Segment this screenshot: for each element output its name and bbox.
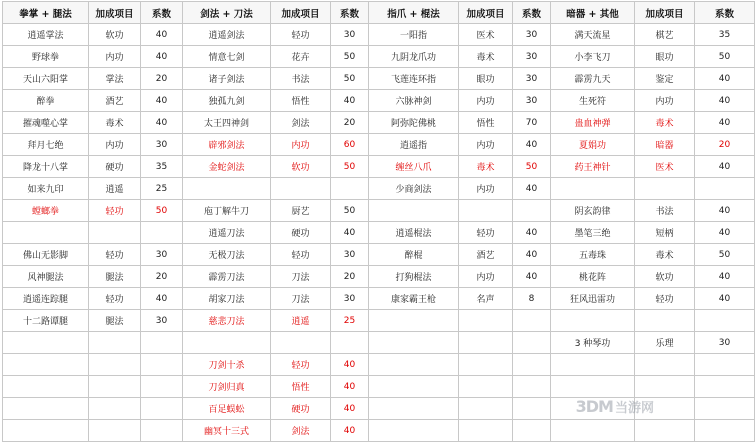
empty-cell (369, 200, 459, 222)
table-cell: 如来九印 (3, 178, 89, 200)
table-cell: 刀法 (271, 288, 331, 310)
table-row (3, 244, 755, 266)
table-cell: 飞莲连环指 (369, 68, 459, 90)
table-cell: 20 (331, 112, 369, 134)
table-cell: 独孤九剑 (183, 90, 271, 112)
header-row (3, 2, 755, 24)
empty-cell (459, 354, 513, 376)
table-cell: 毒术 (635, 112, 695, 134)
table-cell: 螳螂拳 (3, 200, 89, 222)
table-cell: 酒艺 (459, 244, 513, 266)
table-cell: 蛊血神弹 (551, 112, 635, 134)
table-cell: 乐理 (635, 332, 695, 354)
table-cell: 少商剑法 (369, 178, 459, 200)
empty-cell (369, 332, 459, 354)
empty-cell (183, 178, 271, 200)
table-cell: 30 (513, 24, 551, 46)
table-row (3, 376, 755, 398)
table-cell: 醉棍 (369, 244, 459, 266)
table-row (3, 222, 755, 244)
table-body (3, 24, 755, 442)
table-cell: 40 (141, 112, 183, 134)
table-cell: 暗器 (635, 134, 695, 156)
empty-cell (513, 200, 551, 222)
column-header: 暗器 + 其他 (551, 2, 635, 24)
empty-cell (635, 354, 695, 376)
table-cell: 百足蜈蚣 (183, 398, 271, 420)
empty-cell (551, 420, 635, 442)
table-cell: 夏娟功 (551, 134, 635, 156)
empty-cell (369, 398, 459, 420)
empty-cell (141, 354, 183, 376)
empty-cell (513, 420, 551, 442)
table-cell: 十二路谭腿 (3, 310, 89, 332)
empty-cell (369, 354, 459, 376)
empty-cell (3, 420, 89, 442)
table-cell: 逍遥指 (369, 134, 459, 156)
table-cell: 酒艺 (89, 90, 141, 112)
table-cell: 3 种琴功 (551, 332, 635, 354)
skill-bonus-table (2, 1, 755, 442)
table-cell: 内功 (459, 178, 513, 200)
table-cell: 悟性 (459, 112, 513, 134)
table-cell: 狂风迅雷功 (551, 288, 635, 310)
empty-cell (551, 376, 635, 398)
table-cell: 书法 (635, 200, 695, 222)
table-cell: 九阴龙爪功 (369, 46, 459, 68)
table-cell: 内功 (459, 134, 513, 156)
table-cell: 风神腿法 (3, 266, 89, 288)
table-cell: 硬功 (271, 398, 331, 420)
table-cell: 摧魂噬心掌 (3, 112, 89, 134)
empty-cell (141, 398, 183, 420)
table-cell: 30 (331, 24, 369, 46)
table-cell: 佛山无影脚 (3, 244, 89, 266)
table-cell: 一阳指 (369, 24, 459, 46)
watermark-text: 当游网 (614, 401, 654, 416)
table-cell: 内功 (89, 134, 141, 156)
empty-cell (695, 376, 755, 398)
table-cell: 30 (141, 134, 183, 156)
table-cell: 轻功 (635, 288, 695, 310)
table-cell: 剑法 (271, 112, 331, 134)
table-cell: 内功 (635, 90, 695, 112)
column-header: 剑法 + 刀法 (183, 2, 271, 24)
empty-cell (635, 420, 695, 442)
empty-cell (551, 310, 635, 332)
table-row (3, 112, 755, 134)
table-cell: 名声 (459, 288, 513, 310)
table-cell: 五毒珠 (551, 244, 635, 266)
empty-cell (513, 398, 551, 420)
table-cell: 逍遥掌法 (3, 24, 89, 46)
table-cell: 40 (141, 90, 183, 112)
table-row (3, 46, 755, 68)
table-cell: 40 (513, 178, 551, 200)
table-cell: 降龙十八掌 (3, 156, 89, 178)
table-cell: 逍遥 (89, 178, 141, 200)
empty-cell (459, 200, 513, 222)
table-cell: 40 (331, 420, 369, 442)
empty-cell (141, 376, 183, 398)
table-cell: 轻功 (89, 288, 141, 310)
table-cell: 40 (513, 244, 551, 266)
table-cell: 40 (695, 90, 755, 112)
empty-cell (459, 332, 513, 354)
table-cell: 40 (695, 112, 755, 134)
empty-cell (513, 332, 551, 354)
table-cell: 醉拳 (3, 90, 89, 112)
table-cell: 逍遥棍法 (369, 222, 459, 244)
empty-cell (141, 222, 183, 244)
empty-cell (331, 178, 369, 200)
table-cell: 30 (513, 68, 551, 90)
table-cell: 厨艺 (271, 200, 331, 222)
table-cell: 30 (331, 288, 369, 310)
table-cell: 20 (141, 266, 183, 288)
table-row (3, 266, 755, 288)
empty-cell (3, 398, 89, 420)
column-header: 系数 (695, 2, 755, 24)
empty-cell (3, 332, 89, 354)
table-cell: 缠丝八爪 (369, 156, 459, 178)
table-cell: 50 (513, 156, 551, 178)
table-cell: 30 (513, 90, 551, 112)
table-cell: 35 (141, 156, 183, 178)
column-header: 加成项目 (459, 2, 513, 24)
table-row (3, 200, 755, 222)
empty-cell (459, 310, 513, 332)
empty-cell (695, 310, 755, 332)
table-cell: 20 (141, 68, 183, 90)
table-cell: 40 (331, 376, 369, 398)
empty-cell (369, 376, 459, 398)
table-cell: 逍遥 (271, 310, 331, 332)
table-cell: 硬功 (271, 222, 331, 244)
table-cell: 40 (513, 266, 551, 288)
table-cell: 轻功 (271, 354, 331, 376)
watermark-logo: 3DM (575, 397, 613, 416)
table-cell: 医术 (635, 156, 695, 178)
table-cell: 刀剑十杀 (183, 354, 271, 376)
table-cell: 60 (331, 134, 369, 156)
empty-cell (513, 376, 551, 398)
empty-cell (3, 354, 89, 376)
table-row (3, 178, 755, 200)
table-cell: 50 (331, 156, 369, 178)
table-cell: 悟性 (271, 376, 331, 398)
empty-cell (369, 310, 459, 332)
column-header: 系数 (141, 2, 183, 24)
table-cell: 轻功 (89, 200, 141, 222)
empty-cell (459, 420, 513, 442)
table-cell: 掌法 (89, 68, 141, 90)
table-cell: 40 (695, 156, 755, 178)
empty-cell (331, 332, 369, 354)
table-row (3, 156, 755, 178)
empty-cell (89, 222, 141, 244)
table-cell: 悟性 (271, 90, 331, 112)
empty-cell (3, 222, 89, 244)
column-header: 加成项目 (271, 2, 331, 24)
empty-cell (459, 376, 513, 398)
empty-cell (183, 332, 271, 354)
empty-cell (89, 354, 141, 376)
empty-cell (695, 178, 755, 200)
empty-cell (513, 310, 551, 332)
table-cell: 40 (695, 68, 755, 90)
table-cell: 毒术 (459, 46, 513, 68)
column-header: 拳掌 + 腿法 (3, 2, 89, 24)
table-cell: 打狗棍法 (369, 266, 459, 288)
table-cell: 8 (513, 288, 551, 310)
table-cell: 书法 (271, 68, 331, 90)
table-row (3, 332, 755, 354)
table-cell: 刀剑归真 (183, 376, 271, 398)
table-cell: 50 (695, 46, 755, 68)
table-row (3, 24, 755, 46)
table-cell: 鉴定 (635, 68, 695, 90)
table-cell: 小李飞刀 (551, 46, 635, 68)
table-cell: 50 (141, 200, 183, 222)
table-cell: 50 (695, 244, 755, 266)
table-cell: 50 (331, 46, 369, 68)
column-header: 系数 (331, 2, 369, 24)
table-cell: 康家霸王枪 (369, 288, 459, 310)
table-row (3, 420, 755, 442)
table-cell: 轻功 (271, 244, 331, 266)
table-cell: 辟邪剑法 (183, 134, 271, 156)
table-cell: 桃花阵 (551, 266, 635, 288)
table-cell: 50 (331, 200, 369, 222)
table-cell: 太王四神剑 (183, 112, 271, 134)
table-cell: 拜月七绝 (3, 134, 89, 156)
table-cell: 硬功 (89, 156, 141, 178)
table-cell: 慈悲刀法 (183, 310, 271, 332)
empty-cell (3, 376, 89, 398)
table-cell: 金蛇剑法 (183, 156, 271, 178)
table-cell: 40 (141, 46, 183, 68)
empty-cell (551, 178, 635, 200)
table-cell: 40 (331, 398, 369, 420)
table-cell: 轻功 (271, 24, 331, 46)
table-cell: 30 (141, 310, 183, 332)
table-cell: 天山六阳掌 (3, 68, 89, 90)
table-cell: 阿弥陀佛桃 (369, 112, 459, 134)
table-cell: 40 (141, 288, 183, 310)
table-cell: 30 (695, 332, 755, 354)
table-cell: 剑法 (271, 420, 331, 442)
table-cell: 内功 (89, 46, 141, 68)
table-cell: 庖丁解牛刀 (183, 200, 271, 222)
table-cell: 40 (695, 200, 755, 222)
table-cell: 胡家刀法 (183, 288, 271, 310)
empty-cell (551, 354, 635, 376)
table-cell: 40 (695, 288, 755, 310)
table-cell: 20 (695, 134, 755, 156)
empty-cell (369, 420, 459, 442)
table-cell: 刀法 (271, 266, 331, 288)
table-cell: 内功 (459, 266, 513, 288)
empty-cell (89, 420, 141, 442)
table-cell: 30 (141, 244, 183, 266)
table-row (3, 310, 755, 332)
table-cell: 轻功 (459, 222, 513, 244)
table-cell: 幽冥十三式 (183, 420, 271, 442)
table-cell: 30 (513, 46, 551, 68)
table-cell: 内功 (459, 90, 513, 112)
column-header: 指爪 + 棍法 (369, 2, 459, 24)
table-cell: 棋艺 (635, 24, 695, 46)
table-cell: 40 (141, 24, 183, 46)
table-cell: 医术 (459, 24, 513, 46)
table-cell: 无极刀法 (183, 244, 271, 266)
table-cell: 70 (513, 112, 551, 134)
table-cell: 药王神针 (551, 156, 635, 178)
table-cell: 40 (331, 222, 369, 244)
table-cell: 六脉神剑 (369, 90, 459, 112)
table-cell: 软功 (89, 24, 141, 46)
table-cell: 野球拳 (3, 46, 89, 68)
table-cell: 眼功 (635, 46, 695, 68)
table-cell: 40 (695, 266, 755, 288)
empty-cell (513, 354, 551, 376)
table-cell: 软功 (635, 266, 695, 288)
table-cell: 霹雳九天 (551, 68, 635, 90)
table-cell: 满天流星 (551, 24, 635, 46)
table-cell: 35 (695, 24, 755, 46)
table-cell: 逍遥刀法 (183, 222, 271, 244)
table-cell: 25 (141, 178, 183, 200)
watermark (576, 397, 654, 416)
table-row (3, 134, 755, 156)
table-cell: 轻功 (89, 244, 141, 266)
table-cell: 40 (331, 354, 369, 376)
table-cell: 逍遥连踪腿 (3, 288, 89, 310)
table-cell: 诸子剑法 (183, 68, 271, 90)
empty-cell (271, 178, 331, 200)
table-cell: 短柄 (635, 222, 695, 244)
empty-cell (695, 398, 755, 420)
table-cell: 腿法 (89, 266, 141, 288)
table-cell: 毒术 (459, 156, 513, 178)
table-cell: 内功 (271, 134, 331, 156)
table-cell: 霹雳刀法 (183, 266, 271, 288)
empty-cell (695, 420, 755, 442)
table-cell: 25 (331, 310, 369, 332)
table-cell: 逍遥剑法 (183, 24, 271, 46)
empty-cell (635, 178, 695, 200)
table-cell: 眼功 (459, 68, 513, 90)
table-row (3, 90, 755, 112)
table-cell: 毒术 (635, 244, 695, 266)
table-row (3, 68, 755, 90)
table-cell: 软功 (271, 156, 331, 178)
empty-cell (89, 398, 141, 420)
empty-cell (635, 376, 695, 398)
table-cell: 生死符 (551, 90, 635, 112)
table-cell: 阴玄韵律 (551, 200, 635, 222)
empty-cell (695, 354, 755, 376)
table-row (3, 288, 755, 310)
column-header: 系数 (513, 2, 551, 24)
column-header: 加成项目 (89, 2, 141, 24)
empty-cell (89, 332, 141, 354)
table-cell: 40 (331, 90, 369, 112)
table-row (3, 354, 755, 376)
table-cell: 毒术 (89, 112, 141, 134)
empty-cell (141, 332, 183, 354)
table-cell: 花卉 (271, 46, 331, 68)
empty-cell (89, 376, 141, 398)
table-cell: 30 (331, 244, 369, 266)
table-cell: 40 (513, 134, 551, 156)
table-cell: 40 (513, 222, 551, 244)
table-cell: 20 (331, 266, 369, 288)
empty-cell (271, 332, 331, 354)
table-cell: 情意七剑 (183, 46, 271, 68)
empty-cell (459, 398, 513, 420)
table-cell: 40 (695, 222, 755, 244)
table-cell: 50 (331, 68, 369, 90)
column-header: 加成项目 (635, 2, 695, 24)
empty-cell (141, 420, 183, 442)
table-cell: 腿法 (89, 310, 141, 332)
empty-cell (635, 310, 695, 332)
table-cell: 墨笔三绝 (551, 222, 635, 244)
